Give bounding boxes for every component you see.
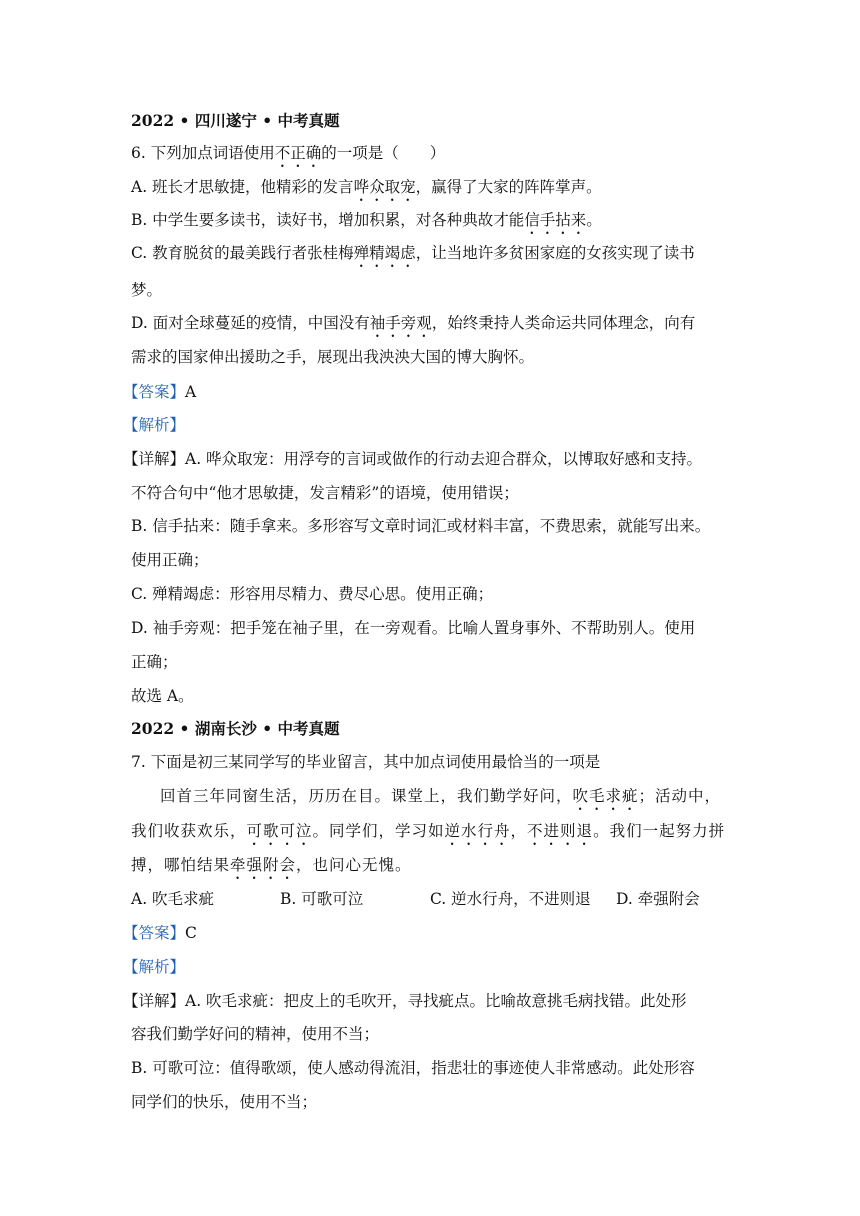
q7-detail-line-3: B. 可歌可泣：值得歌颂，使人感动得流泪，指悲壮的事迹使人非常感动。此处形容 [131, 1059, 695, 1077]
q6-option-c-cont: 梦。 [131, 281, 163, 299]
q6-option-d-dotted: 袖手旁观 [369, 314, 432, 332]
q6-stem-text-b: 的一项是（ ） [321, 144, 446, 162]
q7-analysis-label: 【解析】 [123, 958, 186, 976]
q6-option-b-text: B. 中学生要多读书，读好书，增加积累，对各种典故才能 [131, 211, 525, 229]
q6-option-b [131, 209, 732, 238]
q6-analysis-label: 【解析】 [123, 416, 186, 434]
q7-passage-line-3 [131, 854, 732, 883]
q7-passage-text-3a: 搏，哪怕结果 [131, 856, 231, 874]
q6-detail-line-1: 【详解】A. 哗众取宠：用浮夸的言词或做作的行动去迎合群众，以博取好感和支持。 [123, 450, 703, 468]
q6-stem [131, 142, 732, 171]
q6-stem-text-a: 6. 下列加点词语使用 [131, 144, 275, 162]
q7-passage-line-1 [160, 785, 732, 814]
q6-detail-line-7: 正确； [131, 653, 178, 671]
q7-passage-dotted-1: 吹毛求疵 [572, 787, 639, 805]
q6-option-a-text-end: ，赢得了大家的阵阵掌声。 [415, 178, 602, 196]
q7-detail-line-4: 同学们的快乐，使用不当； [131, 1093, 318, 1111]
q6-option-d [131, 312, 732, 341]
q6-option-c-text-end: ，让当地许多贫困家庭的女孩实现了读书 [415, 244, 695, 262]
q6-option-d-text: D. 面对全球蔓延的疫情，中国没有 [131, 314, 370, 332]
q6-answer-label: 【答案】 [123, 383, 186, 401]
q6-option-a-dotted: 哗众取宠 [353, 178, 416, 196]
q6-answer [123, 381, 732, 403]
q6-option-c-text: C. 教育脱贫的最美践行者张桂梅 [131, 244, 354, 262]
q6-option-b-dotted: 信手拈来 [524, 211, 587, 229]
q7-passage-text-1a: 回首三年同窗生活，历历在目。课堂上，我们勤学好问， [160, 787, 573, 805]
q6-detail-line-5: C. 殚精竭虑：形容用尽精力、费尽心思。使用正确； [131, 585, 494, 603]
q7-passage-text-3b: ，也问心无愧。 [296, 856, 412, 874]
q6-detail-line-2: 不符合句中“他才思敏捷，发言精彩”的语境，使用错误； [131, 484, 519, 502]
q7-option-d: D. 牵强附会 [616, 890, 700, 908]
q6-detail-line-6: D. 袖手旁观：把手笼在袖子里，在一旁观看。比喻人置身事外、不帮助别人。使用 [131, 619, 696, 637]
q7-passage-line-2 [131, 820, 732, 849]
q6-source-heading: 2022 • 四川遂宁 • 中考真题 [131, 111, 340, 130]
q6-detail-line-8: 故选 A。 [131, 687, 194, 705]
q6-detail-line-3: B. 信手拈来：随手拿来。多形容写文章时词汇或材料丰富，不费思索，就能写出来。 [131, 517, 711, 535]
q6-detail-line-4: 使用正确； [131, 551, 209, 569]
q7-passage-dotted-2b: 逆水行舟，不进则退 [444, 822, 594, 840]
q6-option-d-cont: 需求的国家伸出援助之手，展现出我泱泱大国的博大胸怀。 [131, 348, 535, 366]
q7-answer-value: C [185, 924, 197, 942]
q6-answer-value: A [185, 383, 197, 401]
q7-answer [123, 922, 732, 944]
q7-source-heading: 2022 • 湖南长沙 • 中考真题 [131, 719, 340, 738]
q6-option-d-text-end: ，始终秉持人类命运共同体理念，向有 [431, 314, 696, 332]
q6-option-c [131, 242, 732, 271]
q6-option-b-text-end: 。 [586, 211, 602, 229]
q7-passage-dotted-2a: 可歌可泣 [246, 822, 313, 840]
q7-detail-line-2: 容我们勤学好问的精神，使用不当； [131, 1025, 380, 1043]
q6-stem-dotted: 不正确 [274, 144, 322, 162]
q7-passage-dotted-3: 牵强附会 [230, 856, 297, 874]
q7-detail-line-1: 【详解】A. 吹毛求疵：把皮上的毛吹开，寻找疵点。比喻故意挑毛病找错。此处形 [123, 992, 687, 1010]
q6-option-c-dotted: 殚精竭虑 [353, 244, 416, 262]
q7-option-c: C. 逆水行舟，不进则退 [430, 890, 591, 908]
q6-option-a [131, 176, 732, 205]
q7-passage-text-1b: ；活动中， [638, 787, 722, 805]
q7-passage-text-2a: 我们收获欢乐， [131, 822, 247, 840]
q7-option-b: B. 可歌可泣 [280, 890, 364, 908]
q7-answer-label: 【答案】 [123, 924, 186, 942]
q7-option-a: A. 吹毛求疵 [131, 890, 215, 908]
q7-passage-text-2c: 。我们一起努力拼 [593, 822, 726, 840]
q6-option-a-text: A. 班长才思敏捷，他精彩的发言 [131, 178, 354, 196]
q7-passage-text-2b: 。同学们，学习如 [312, 822, 445, 840]
q7-stem: 7. 下面是初三某同学写的毕业留言，其中加点词使用最恰当的一项是 [131, 753, 601, 771]
